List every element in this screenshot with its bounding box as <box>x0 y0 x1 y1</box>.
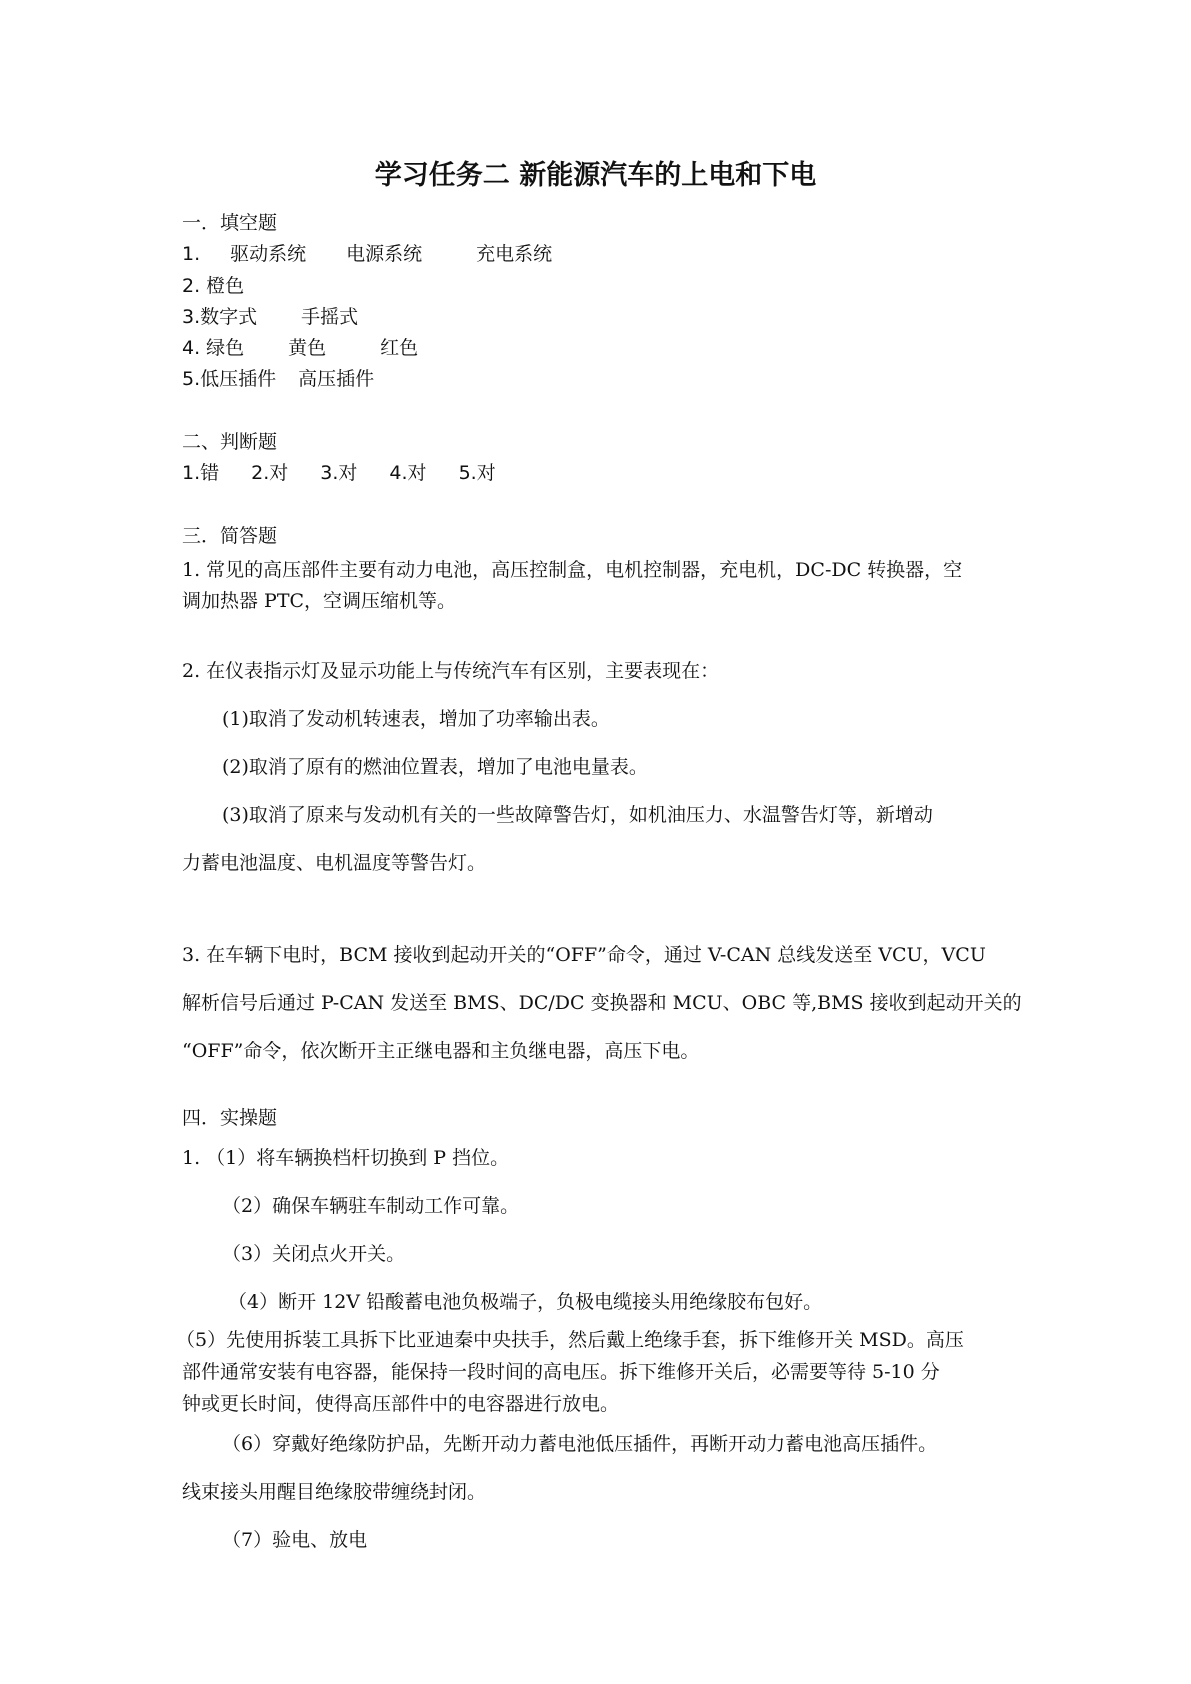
answer-text: 数字式 <box>200 306 258 328</box>
document-title: 学习任务二 新能源汽车的上电和下电 <box>374 160 817 191</box>
short-answer-1-line-1: 1. 常见的高压部件主要有动力电池，高压控制盒，电机控制器，充电机，DC-DC 转换器，空 <box>182 559 963 581</box>
answer-text: 3.对 <box>320 462 358 484</box>
answer-text: 低压插件 <box>200 368 277 390</box>
answer-text: 红色 <box>380 337 419 359</box>
answer-text: 充电系统 <box>476 243 553 265</box>
short-answer-2-point-1: (1)取消了发动机转速表，增加了功率输出表。 <box>222 708 610 730</box>
answer-text: 黄色 <box>288 337 327 359</box>
answer-text: 2.对 <box>251 462 289 484</box>
answer-number: 2. <box>182 275 201 297</box>
practical-step-6-line-2: 线束接头用醒目绝缘胶带缠绕封闭。 <box>182 1481 487 1503</box>
short-answer-3-line-1: 3. 在车辆下电时，BCM 接收到起动开关的“OFF”命令，通过 V-CAN 总线发送至 VCU，VCU <box>182 944 986 966</box>
practical-step-4: （4）断开 12V 铅酸蓄电池负极端子，负极电缆接头用绝缘胶布包好。 <box>228 1291 823 1313</box>
true-false-answers <box>182 461 496 485</box>
section-heading-practical: 四．实操题 <box>182 1107 278 1129</box>
section-heading-short-answer: 三．简答题 <box>182 525 278 547</box>
answer-text: 电源系统 <box>346 243 423 265</box>
answer-text: 4.对 <box>389 462 427 484</box>
practical-step-1: 1. （1）将车辆换档杆切换到 P 挡位。 <box>182 1147 510 1169</box>
short-answer-2-point-2: (2)取消了原有的燃油位置表，增加了电池电量表。 <box>222 756 648 778</box>
fill-in-answer-2 <box>182 274 244 298</box>
practical-step-7: （7）验电、放电 <box>222 1529 368 1551</box>
short-answer-1-line-2: 调加热器 PTC，空调压缩机等。 <box>182 590 457 612</box>
answer-text: 1.错 <box>182 462 220 484</box>
answer-text: 手摇式 <box>301 306 359 328</box>
practical-step-3: （3）关闭点火开关。 <box>222 1243 406 1265</box>
practical-step-5-line-3: 钟或更长时间，使得高压部件中的电容器进行放电。 <box>182 1393 620 1415</box>
answer-number: 5. <box>182 368 201 390</box>
answer-text: 绿色 <box>206 337 245 359</box>
short-answer-2-point-3-line-2: 力蓄电池温度、电机温度等警告灯。 <box>182 852 487 874</box>
answer-number: 1. <box>182 243 201 265</box>
section-heading-true-false: 二、判断题 <box>182 431 278 453</box>
answer-text: 橙色 <box>206 275 245 297</box>
short-answer-3-line-3: “OFF”命令，依次断开主正继电器和主负继电器，高压下电。 <box>182 1040 700 1062</box>
answer-number: 3. <box>182 306 201 328</box>
practical-step-5-line-1: （5）先使用拆装工具拆下比亚迪秦中央扶手，然后戴上绝缘手套，拆下维修开关 MSD。高压 <box>176 1329 964 1351</box>
fill-in-answer-4 <box>182 336 418 360</box>
answer-number: 4. <box>182 337 201 359</box>
fill-in-answer-5 <box>182 367 374 391</box>
practical-step-2: （2）确保车辆驻车制动工作可靠。 <box>222 1195 520 1217</box>
short-answer-2-intro: 2. 在仪表指示灯及显示功能上与传统汽车有区别，主要表现在： <box>182 660 720 682</box>
answer-text: 5.对 <box>458 462 496 484</box>
practical-step-6-line-1: （6）穿戴好绝缘防护品，先断开动力蓄电池低压插件，再断开动力蓄电池高压插件。 <box>222 1433 938 1455</box>
short-answer-3-line-2: 解析信号后通过 P-CAN 发送至 BMS、DC/DC 变换器和 MCU、OBC 等,BMS 接收到起动开关的 <box>182 992 1022 1014</box>
answer-text: 高压插件 <box>298 368 375 390</box>
fill-in-answer-3 <box>182 305 358 329</box>
short-answer-2-point-3-line-1: (3)取消了原来与发动机有关的一些故障警告灯，如机油压力、水温警告灯等，新增动 <box>222 804 933 826</box>
answer-text: 驱动系统 <box>230 243 307 265</box>
practical-step-5-line-2: 部件通常安装有电容器，能保持一段时间的高电压。拆下维修开关后，必需要等待 5-10 分 <box>182 1361 940 1383</box>
fill-in-answer-1 <box>182 242 552 266</box>
section-heading-fill-in: 一．填空题 <box>182 212 278 234</box>
